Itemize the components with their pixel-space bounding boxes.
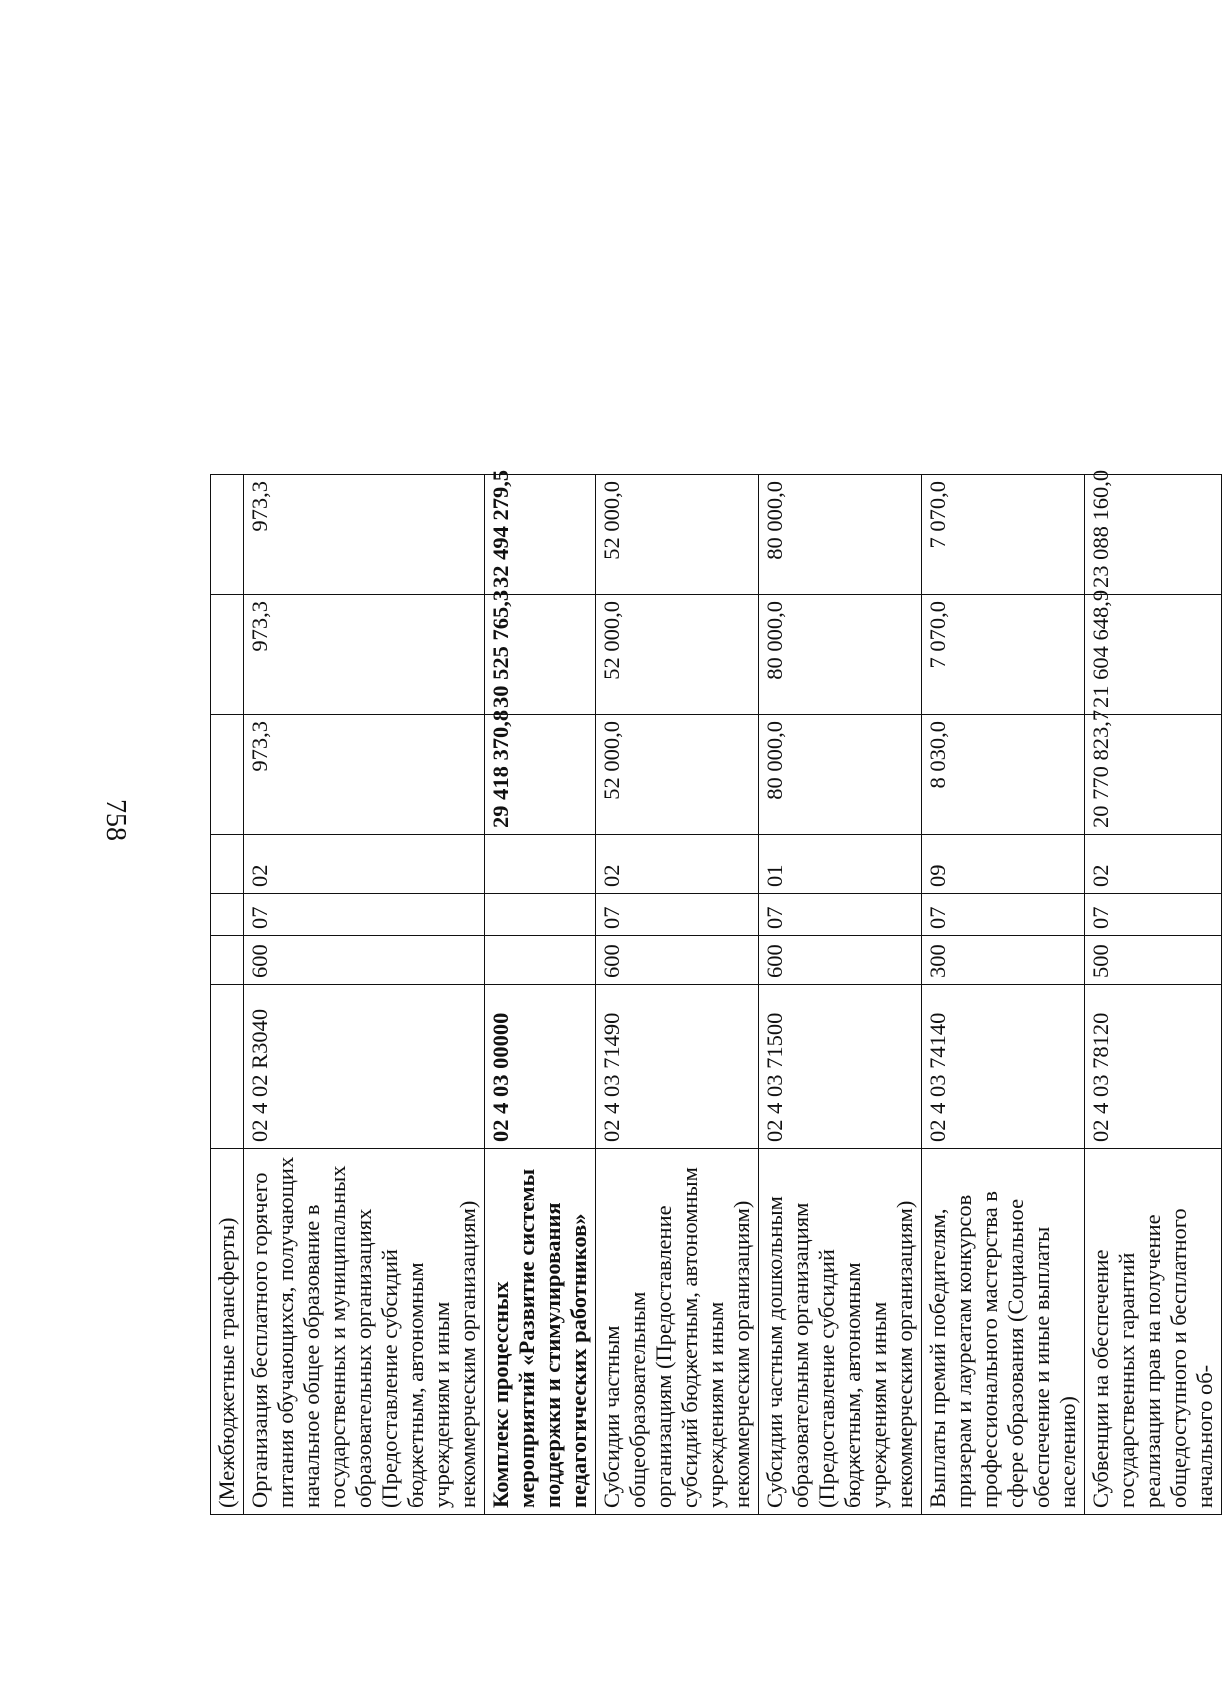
row-code-cell: 02 4 03 71500 — [759, 985, 922, 1149]
row-type-cell: 500 — [1085, 936, 1222, 985]
budget-table — [210, 469, 1222, 1515]
row-amount-3-cell: 7 070,0 — [922, 475, 1085, 595]
row-code-cell: 02 4 03 71490 — [596, 985, 759, 1149]
row-code-cell: 02 4 03 74140 — [922, 985, 1085, 1149]
row-amount-3-cell: 32 494 279,5 — [485, 475, 596, 595]
row-section-cell: 07 — [596, 894, 759, 936]
table-row — [211, 475, 244, 1515]
row-code-cell: 02 4 03 78120 — [1085, 985, 1222, 1149]
row-subsection-cell: 09 — [922, 835, 1085, 894]
row-section-cell: 07 — [759, 894, 922, 936]
row-name-cell: (Межбюджетные трансферты) — [211, 1149, 244, 1515]
rotated-table-container — [210, 469, 1217, 1515]
row-type-cell — [485, 936, 596, 985]
row-amount-3-cell: 52 000,0 — [596, 475, 759, 595]
row-amount-1-cell: 20 770 823,7 — [1085, 715, 1222, 835]
table-row — [922, 475, 1085, 1515]
row-name-cell: Субсидии частным дошкольным образовательным организациям (Предоставление субсидий бюджетным, автономным учреждениям и иным некоммерческим организациям) — [759, 1149, 922, 1515]
table-row — [1085, 475, 1222, 1515]
row-amount-2-cell: 7 070,0 — [922, 595, 1085, 715]
row-type-cell — [211, 936, 244, 985]
page-number: 758 — [100, 799, 131, 841]
row-amount-1-cell: 8 030,0 — [922, 715, 1085, 835]
row-amount-1-cell: 29 418 370,8 — [485, 715, 596, 835]
row-code-cell: 02 4 03 00000 — [485, 985, 596, 1149]
row-amount-3-cell: 23 088 160,0 — [1085, 475, 1222, 595]
table-row — [759, 475, 922, 1515]
table-row — [244, 475, 485, 1515]
row-name-cell: Комплекс процессных мероприятий «Развитие системы поддержки и стимулирования педагогических работников» — [485, 1149, 596, 1515]
row-subsection-cell: 01 — [759, 835, 922, 894]
row-section-cell: 07 — [1085, 894, 1222, 936]
row-amount-2-cell — [211, 595, 244, 715]
row-amount-2-cell: 30 525 765,3 — [485, 595, 596, 715]
row-name-cell: Субсидии частным общеобразовательным организациям (Предоставление субсидий бюджетным, автономным учреждениям и иным некоммерческим организациям) — [596, 1149, 759, 1515]
budget-table-body — [211, 469, 1222, 1515]
table-row — [485, 475, 596, 1515]
row-subsection-cell: 02 — [596, 835, 759, 894]
row-section-cell: 07 — [922, 894, 1085, 936]
row-amount-3-cell: 973,3 — [244, 475, 485, 595]
row-amount-1-cell: 80 000,0 — [759, 715, 922, 835]
row-amount-1-cell: 973,3 — [244, 715, 485, 835]
row-amount-2-cell: 21 604 648,9 — [1085, 595, 1222, 715]
row-subsection-cell: 02 — [244, 835, 485, 894]
row-name-cell: Субвенции на обеспечение государственных гарантий реализации прав на получение общедоступного и бесплатного начального об- — [1085, 1149, 1222, 1515]
row-amount-2-cell: 973,3 — [244, 595, 485, 715]
row-name-cell: Выплаты премий победителям, призерам и лауреатам конкурсов профессионального мастерства в сфере образования (Социальное обеспечение и иные выплаты населению) — [922, 1149, 1085, 1515]
row-subsection-cell — [485, 835, 596, 894]
row-amount-3-cell: 80 000,0 — [759, 475, 922, 595]
row-amount-1-cell: 52 000,0 — [596, 715, 759, 835]
row-amount-1-cell — [211, 715, 244, 835]
row-section-cell — [211, 894, 244, 936]
table-row — [596, 475, 759, 1515]
row-name-cell: Организация бесплатного горячего питания обучающихся, получающих начальное общее образование в государственных и муниципальных образовательных организациях (Предоставление субсидий бюджетным, автономным учреждениям и иным некоммерческим организациям) — [244, 1149, 485, 1515]
row-type-cell: 600 — [759, 936, 922, 985]
row-section-cell: 07 — [244, 894, 485, 936]
row-code-cell — [211, 985, 244, 1149]
row-amount-2-cell: 80 000,0 — [759, 595, 922, 715]
row-amount-3-cell — [211, 475, 244, 595]
row-subsection-cell: 02 — [1085, 835, 1222, 894]
row-type-cell: 600 — [244, 936, 485, 985]
row-amount-2-cell: 52 000,0 — [596, 595, 759, 715]
row-subsection-cell — [211, 835, 244, 894]
row-code-cell: 02 4 02 R3040 — [244, 985, 485, 1149]
row-section-cell — [485, 894, 596, 936]
row-type-cell: 300 — [922, 936, 1085, 985]
row-type-cell: 600 — [596, 936, 759, 985]
